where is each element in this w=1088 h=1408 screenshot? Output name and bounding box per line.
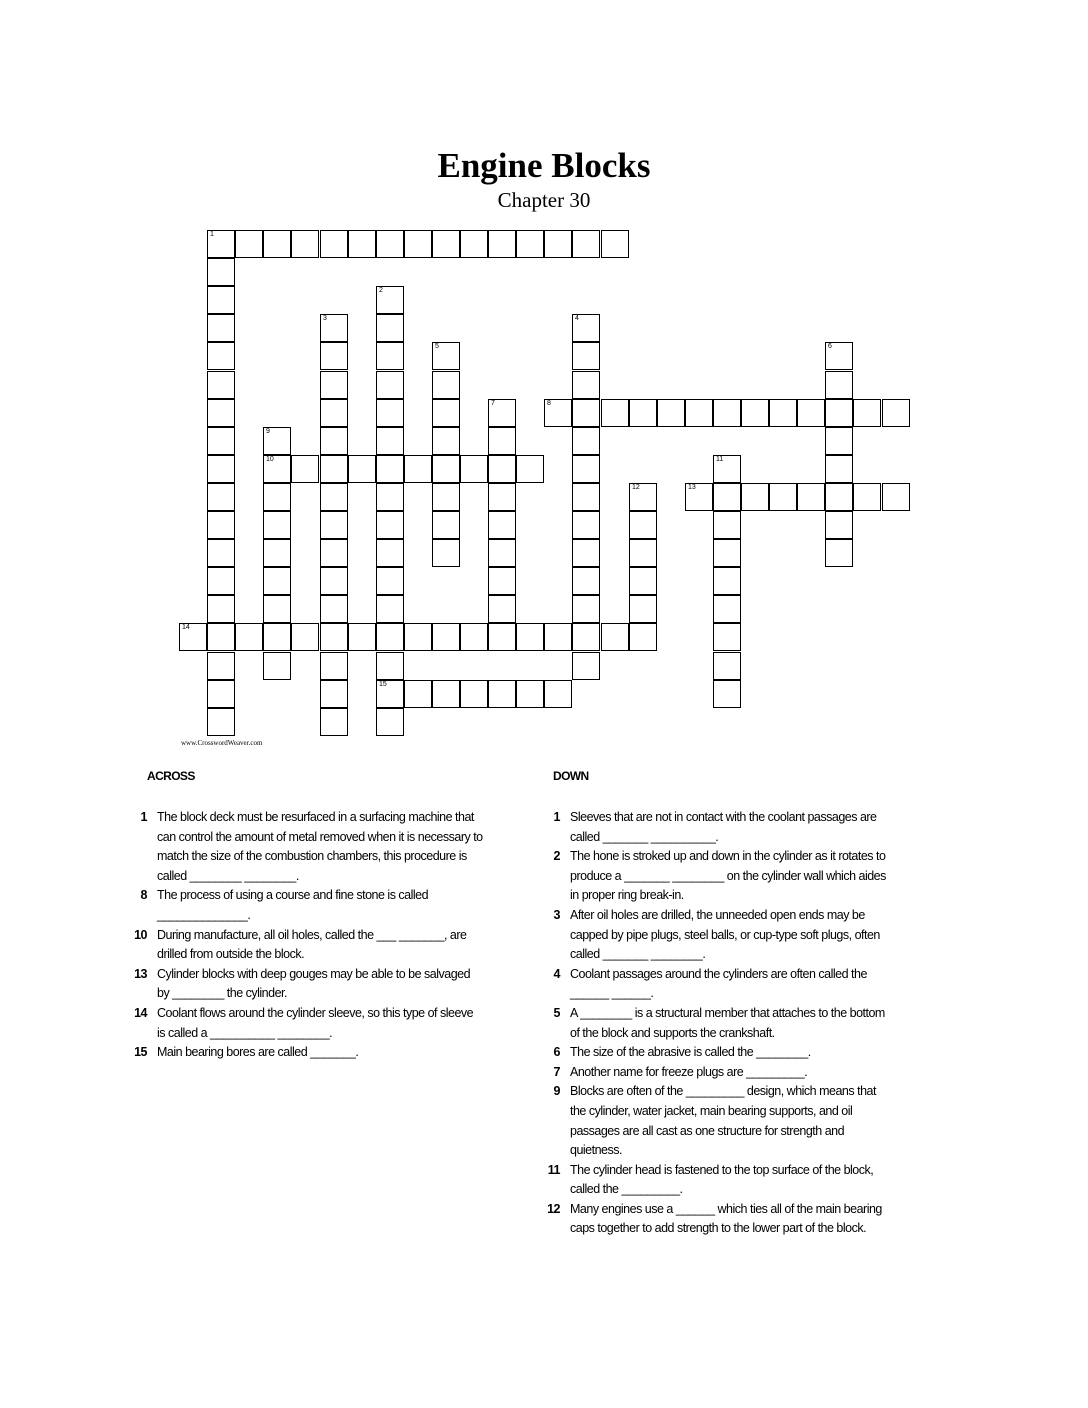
clue-across-8: [125, 886, 483, 925]
grid-cell[interactable]: [207, 286, 235, 314]
grid-cell[interactable]: [207, 314, 235, 342]
grid-cell[interactable]: [291, 623, 319, 651]
grid-cell[interactable]: [488, 455, 516, 483]
grid-cell[interactable]: [376, 342, 404, 370]
grid-cell[interactable]: [207, 230, 235, 258]
grid-cell[interactable]: [882, 399, 910, 427]
grid-cell[interactable]: [432, 539, 460, 567]
grid-cell[interactable]: [207, 511, 235, 539]
grid-cell[interactable]: [263, 539, 291, 567]
clue-number: 4: [553, 966, 560, 981]
grid-cell[interactable]: [460, 623, 488, 651]
grid-cell[interactable]: [207, 567, 235, 595]
grid-cell[interactable]: [882, 483, 910, 511]
clue-number: 11: [547, 1162, 560, 1177]
grid-cell[interactable]: [713, 483, 741, 511]
grid-cell[interactable]: [572, 511, 600, 539]
clue-down-1: [538, 808, 890, 847]
grid-cell[interactable]: [572, 314, 600, 342]
clue-number: 14: [134, 1005, 147, 1020]
grid-cell[interactable]: [516, 623, 544, 651]
page-subtitle: Chapter 30: [497, 188, 591, 212]
grid-cell[interactable]: [516, 230, 544, 258]
grid-cell[interactable]: [376, 286, 404, 314]
clue-text: The block deck must be resurfaced in a surfacing machine that can control the amount of metal removed when it is necessary to match the size of the combustion chambers, this procedure is called ________ ________.: [157, 810, 483, 883]
grid-cell[interactable]: [488, 427, 516, 455]
grid-cell[interactable]: [825, 483, 853, 511]
clue-text: Blocks are often of the _________ design, which means that the cylinder, water jacket, main bearing supports, and oil passages are all cast as one structure for strength and quietness.: [570, 1084, 876, 1158]
grid-cell[interactable]: [263, 455, 291, 483]
clue-number: 12: [547, 1201, 560, 1216]
cell-number: 7: [491, 400, 495, 407]
down-clues: [538, 808, 890, 1239]
grid-cell[interactable]: [263, 230, 291, 258]
grid-cell[interactable]: [544, 230, 572, 258]
clue-number: 1: [140, 810, 147, 824]
clue-across-14: [125, 1004, 483, 1043]
page-title: Engine Blocks: [437, 146, 651, 185]
grid-cell[interactable]: [825, 511, 853, 539]
cell-number: 3: [323, 315, 327, 322]
clue-across-13: [125, 965, 483, 1004]
clue-down-12: [538, 1200, 890, 1239]
grid-cell[interactable]: [629, 539, 657, 567]
grid-cell[interactable]: [572, 623, 600, 651]
cell-number: 15: [379, 681, 387, 688]
clue-number: 5: [553, 1005, 560, 1020]
grid-cell[interactable]: [825, 539, 853, 567]
grid-cell[interactable]: [432, 680, 460, 708]
grid-cell[interactable]: [713, 623, 741, 651]
cell-number: 13: [688, 484, 696, 491]
grid-cell[interactable]: [348, 455, 376, 483]
grid-cell[interactable]: [629, 483, 657, 511]
grid-cell[interactable]: [544, 399, 572, 427]
grid-cell[interactable]: [207, 342, 235, 370]
clue-down-11: [538, 1161, 890, 1200]
grid-cell[interactable]: [207, 652, 235, 680]
grid-cell[interactable]: [320, 539, 348, 567]
grid-cell[interactable]: [320, 652, 348, 680]
grid-cell[interactable]: [376, 230, 404, 258]
grid-cell[interactable]: [376, 314, 404, 342]
grid-cell[interactable]: [460, 680, 488, 708]
grid-cell[interactable]: [713, 595, 741, 623]
grid-cell[interactable]: [320, 427, 348, 455]
grid-cell[interactable]: [516, 455, 544, 483]
cell-number: 2: [379, 287, 383, 294]
clue-text: Sleeves that are not in contact with the coolant passages are called _______ __________.: [570, 810, 877, 844]
grid-cell[interactable]: [713, 567, 741, 595]
clue-number: 6: [553, 1045, 560, 1060]
grid-cell[interactable]: [263, 623, 291, 651]
cell-number: 14: [182, 624, 190, 631]
clue-number: 10: [134, 927, 147, 942]
grid-cell[interactable]: [488, 595, 516, 623]
grid-cell[interactable]: [853, 399, 881, 427]
grid-cell[interactable]: [263, 595, 291, 623]
grid-cell[interactable]: [320, 708, 348, 736]
grid-cell[interactable]: [572, 567, 600, 595]
clue-down-9: [538, 1082, 890, 1160]
grid-cell[interactable]: [404, 680, 432, 708]
grid-cell[interactable]: [713, 652, 741, 680]
clue-text: The cylinder head is fastened to the top surface of the block, called the _________.: [570, 1162, 874, 1197]
grid-cell[interactable]: [488, 539, 516, 567]
grid-cell[interactable]: [207, 258, 235, 286]
grid-cell[interactable]: [572, 539, 600, 567]
grid-cell[interactable]: [544, 680, 572, 708]
clue-text: During manufacture, all oil holes, called the ___ _______, are drilled from outside the block.: [157, 927, 467, 962]
grid-cell[interactable]: [376, 427, 404, 455]
grid-cell[interactable]: [629, 399, 657, 427]
cell-number: 10: [266, 456, 274, 463]
clue-number: 2: [553, 849, 560, 864]
grid-cell[interactable]: [320, 483, 348, 511]
grid-cell[interactable]: [572, 399, 600, 427]
clue-down-6: [538, 1043, 890, 1063]
grid-cell[interactable]: [572, 427, 600, 455]
grid-cell[interactable]: [235, 230, 263, 258]
grid-cell[interactable]: [853, 483, 881, 511]
clue-number: 8: [140, 888, 147, 903]
grid-cell[interactable]: [207, 680, 235, 708]
grid-cell[interactable]: [320, 342, 348, 370]
grid-cell[interactable]: [263, 652, 291, 680]
grid-cell[interactable]: [685, 399, 713, 427]
grid-cell[interactable]: [376, 680, 404, 708]
grid-cell[interactable]: [320, 680, 348, 708]
clue-text: The hone is stroked up and down in the cylinder as it rotates to produce a _______ ________ on the cylinder wall which aides in proper ring break-in.: [570, 849, 886, 903]
grid-cell[interactable]: [741, 399, 769, 427]
grid-cell[interactable]: [432, 623, 460, 651]
grid-cell[interactable]: [572, 483, 600, 511]
grid-cell[interactable]: [685, 483, 713, 511]
grid-cell[interactable]: [432, 230, 460, 258]
grid-cell[interactable]: [713, 539, 741, 567]
clue-down-5: [538, 1004, 890, 1043]
down-heading: DOWN: [553, 769, 589, 783]
grid-cell[interactable]: [629, 567, 657, 595]
grid-cell[interactable]: [235, 623, 263, 651]
grid-cell[interactable]: [769, 399, 797, 427]
grid-cell[interactable]: [713, 399, 741, 427]
grid-cell[interactable]: [769, 483, 797, 511]
across-clues: [125, 808, 483, 1063]
grid-cell[interactable]: [348, 623, 376, 651]
clue-text: The size of the abrasive is called the ________.: [570, 1045, 811, 1060]
clue-across-15: [125, 1043, 483, 1063]
clue-down-7: [538, 1063, 890, 1083]
grid-cell[interactable]: [797, 483, 825, 511]
grid-cell[interactable]: [207, 455, 235, 483]
grid-cell[interactable]: [376, 371, 404, 399]
grid-cell[interactable]: [207, 708, 235, 736]
grid-cell[interactable]: [348, 230, 376, 258]
grid-cell[interactable]: [320, 455, 348, 483]
grid-cell[interactable]: [657, 399, 685, 427]
grid-cell[interactable]: [404, 230, 432, 258]
grid-cell[interactable]: [601, 230, 629, 258]
cell-number: 11: [716, 456, 724, 463]
grid-cell[interactable]: [572, 371, 600, 399]
cell-number: 12: [632, 484, 640, 491]
cell-number: 4: [575, 315, 579, 322]
grid-cell[interactable]: [376, 539, 404, 567]
grid-cell[interactable]: [376, 567, 404, 595]
clue-down-2: [538, 847, 890, 906]
clue-text: Another name for freeze plugs are _________.: [570, 1064, 808, 1079]
grid-cell[interactable]: [432, 455, 460, 483]
grid-cell[interactable]: [629, 623, 657, 651]
grid-cell[interactable]: [488, 230, 516, 258]
cell-number: 5: [435, 343, 439, 350]
grid-cell[interactable]: [376, 708, 404, 736]
grid-cell[interactable]: [825, 371, 853, 399]
grid-cell[interactable]: [572, 455, 600, 483]
grid-cell[interactable]: [263, 567, 291, 595]
clue-number: 9: [553, 1084, 560, 1099]
grid-cell[interactable]: [432, 483, 460, 511]
cell-number: 1: [210, 231, 214, 238]
grid-cell[interactable]: [320, 511, 348, 539]
grid-cell[interactable]: [376, 511, 404, 539]
grid-cell[interactable]: [291, 455, 319, 483]
credit-text: www.CrosswordWeaver.com: [181, 739, 263, 747]
clue-number: 7: [553, 1064, 560, 1079]
clue-text: The process of using a course and fine stone is called ______________.: [157, 888, 429, 922]
grid-cell[interactable]: [601, 399, 629, 427]
grid-cell[interactable]: [320, 623, 348, 651]
grid-cell[interactable]: [825, 427, 853, 455]
grid-cell[interactable]: [629, 511, 657, 539]
grid-cell[interactable]: [572, 230, 600, 258]
grid-cell[interactable]: [179, 623, 207, 651]
grid-cell[interactable]: [263, 483, 291, 511]
clue-number: 1: [553, 810, 560, 824]
clue-number: 3: [553, 907, 560, 922]
grid-cell[interactable]: [432, 342, 460, 370]
grid-cell[interactable]: [320, 314, 348, 342]
grid-cell[interactable]: [488, 399, 516, 427]
grid-cell[interactable]: [320, 567, 348, 595]
across-heading: ACROSS: [147, 769, 195, 783]
grid-cell[interactable]: [432, 511, 460, 539]
grid-cell[interactable]: [207, 539, 235, 567]
clue-number: 15: [134, 1045, 147, 1060]
grid-cell[interactable]: [713, 455, 741, 483]
grid-cell[interactable]: [207, 623, 235, 651]
cell-number: 9: [266, 428, 270, 435]
grid-cell[interactable]: [572, 652, 600, 680]
clue-text: A ________ is a structural member that attaches to the bottom of the block and supports the crankshaft.: [570, 1005, 885, 1040]
grid-cell[interactable]: [572, 342, 600, 370]
grid-cell[interactable]: [629, 595, 657, 623]
grid-cell[interactable]: [713, 511, 741, 539]
clue-text: Coolant passages around the cylinders are often called the ______ ______.: [570, 966, 867, 1001]
grid-cell[interactable]: [320, 595, 348, 623]
grid-cell[interactable]: [797, 399, 825, 427]
grid-cell[interactable]: [544, 623, 572, 651]
grid-cell[interactable]: [488, 511, 516, 539]
clue-text: Coolant flows around the cylinder sleeve, so this type of sleeve is called a __________ ________.: [157, 1005, 474, 1040]
clue-across-10: [125, 926, 483, 965]
grid-cell[interactable]: [825, 399, 853, 427]
cell-number: 8: [547, 400, 551, 407]
grid-cell[interactable]: [713, 680, 741, 708]
grid-cell[interactable]: [488, 483, 516, 511]
grid-cell[interactable]: [488, 567, 516, 595]
grid-cell[interactable]: [432, 371, 460, 399]
grid-cell[interactable]: [207, 595, 235, 623]
grid-cell[interactable]: [460, 455, 488, 483]
grid-cell[interactable]: [291, 230, 319, 258]
clue-text: Main bearing bores are called _______.: [157, 1045, 359, 1060]
grid-cell[interactable]: [320, 371, 348, 399]
grid-cell[interactable]: [207, 483, 235, 511]
grid-cell[interactable]: [263, 511, 291, 539]
clue-across-1: [125, 808, 483, 886]
grid-cell[interactable]: [376, 399, 404, 427]
clue-down-4: [538, 965, 890, 1004]
grid-cell[interactable]: [488, 623, 516, 651]
clue-number: 13: [134, 966, 147, 981]
grid-cell[interactable]: [376, 595, 404, 623]
grid-cell[interactable]: [572, 595, 600, 623]
grid-cell[interactable]: [320, 399, 348, 427]
grid-cell[interactable]: [404, 623, 432, 651]
grid-cell[interactable]: [825, 342, 853, 370]
grid-cell[interactable]: [432, 399, 460, 427]
clue-text: Many engines use a ______ which ties all of the main bearing caps together to add strength to the lower part of the block.: [570, 1201, 882, 1236]
grid-cell[interactable]: [741, 483, 769, 511]
grid-cell[interactable]: [376, 455, 404, 483]
grid-cell[interactable]: [376, 623, 404, 651]
grid-cell[interactable]: [207, 371, 235, 399]
grid-cell[interactable]: [516, 680, 544, 708]
grid-cell[interactable]: [432, 427, 460, 455]
grid-cell[interactable]: [488, 680, 516, 708]
grid-cell[interactable]: [825, 455, 853, 483]
clue-text: After oil holes are drilled, the unneeded open ends may be capped by pipe plugs, steel balls, or cup-type soft plugs, often called _______ ________.: [570, 907, 880, 962]
grid-cell[interactable]: [376, 652, 404, 680]
grid-cell[interactable]: [376, 483, 404, 511]
grid-cell[interactable]: [460, 230, 488, 258]
clue-down-3: [538, 906, 890, 965]
grid-cell[interactable]: [320, 230, 348, 258]
cell-number: 6: [828, 343, 832, 350]
grid-cell[interactable]: [263, 427, 291, 455]
grid-cell[interactable]: [404, 455, 432, 483]
grid-cell[interactable]: [207, 399, 235, 427]
clue-text: Cylinder blocks with deep gouges may be able to be salvaged by ________ the cylinder.: [157, 966, 471, 1001]
grid-cell[interactable]: [207, 427, 235, 455]
grid-cell[interactable]: [601, 623, 629, 651]
